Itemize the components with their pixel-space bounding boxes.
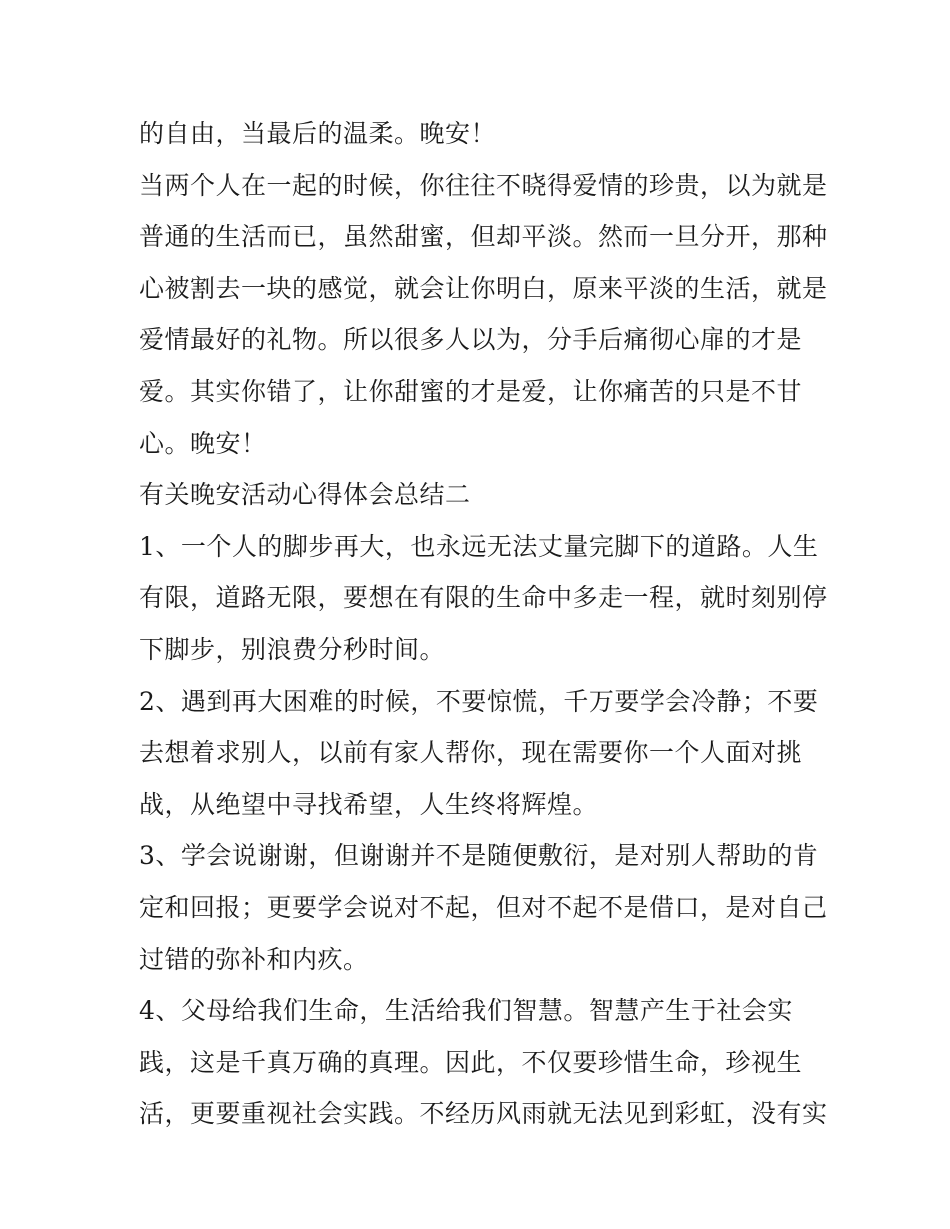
text-line: 2、遇到再大困难的时候，不要惊慌，千万要学会冷静；不要	[139, 686, 819, 716]
text-line: 定和回报；更要学会说对不起，但对不起不是借口，是对自己	[139, 892, 828, 922]
body-text	[139, 108, 829, 1140]
text-line: 普通的生活而已，虽然甜蜜，但却平淡。然而一旦分开，那种	[139, 222, 828, 252]
text-line: 下脚步，别浪费分秒时间。	[139, 634, 446, 664]
text-line: 当两个人在一起的时候，你往往不晓得爱情的珍贵，以为就是	[139, 170, 828, 200]
section-heading: 有关晚安活动心得体会总结二	[139, 480, 471, 510]
text-line: 爱情最好的礼物。所以很多人以为，分手后痛彻心扉的才是	[139, 325, 803, 355]
text-line: 3、学会说谢谢，但谢谢并不是随便敷衍，是对别人帮助的肯	[139, 841, 819, 871]
text-line: 爱。其实你错了，让你甜蜜的才是爱，让你痛苦的只是不甘	[139, 376, 803, 406]
text-line: 4、父母给我们生命，生活给我们智慧。智慧产生于社会实	[139, 996, 793, 1026]
text-line: 心。晚安！	[139, 428, 267, 458]
text-line: 战，从绝望中寻找希望，人生终将辉煌。	[139, 789, 599, 819]
text-line: 活，更要重视社会实践。不经历风雨就无法见到彩虹，没有实	[139, 1099, 828, 1129]
text-line: 心被割去一块的感觉，就会让你明白，原来平淡的生活，就是	[139, 273, 828, 303]
text-line: 1、一个人的脚步再大，也永远无法丈量完脚下的道路。人生	[139, 531, 819, 561]
text-line: 的自由，当最后的温柔。晚安！	[139, 119, 497, 148]
text-line: 过错的弥补和内疚。	[139, 944, 369, 974]
text-line: 践，这是千真万确的真理。因此，不仅要珍惜生命，珍视生	[139, 1047, 803, 1077]
text-line: 有限，道路无限，要想在有限的生命中多走一程，就时刻别停	[139, 583, 828, 613]
text-line: 去想着求别人，以前有家人帮你，现在需要你一个人面对挑	[139, 738, 803, 768]
